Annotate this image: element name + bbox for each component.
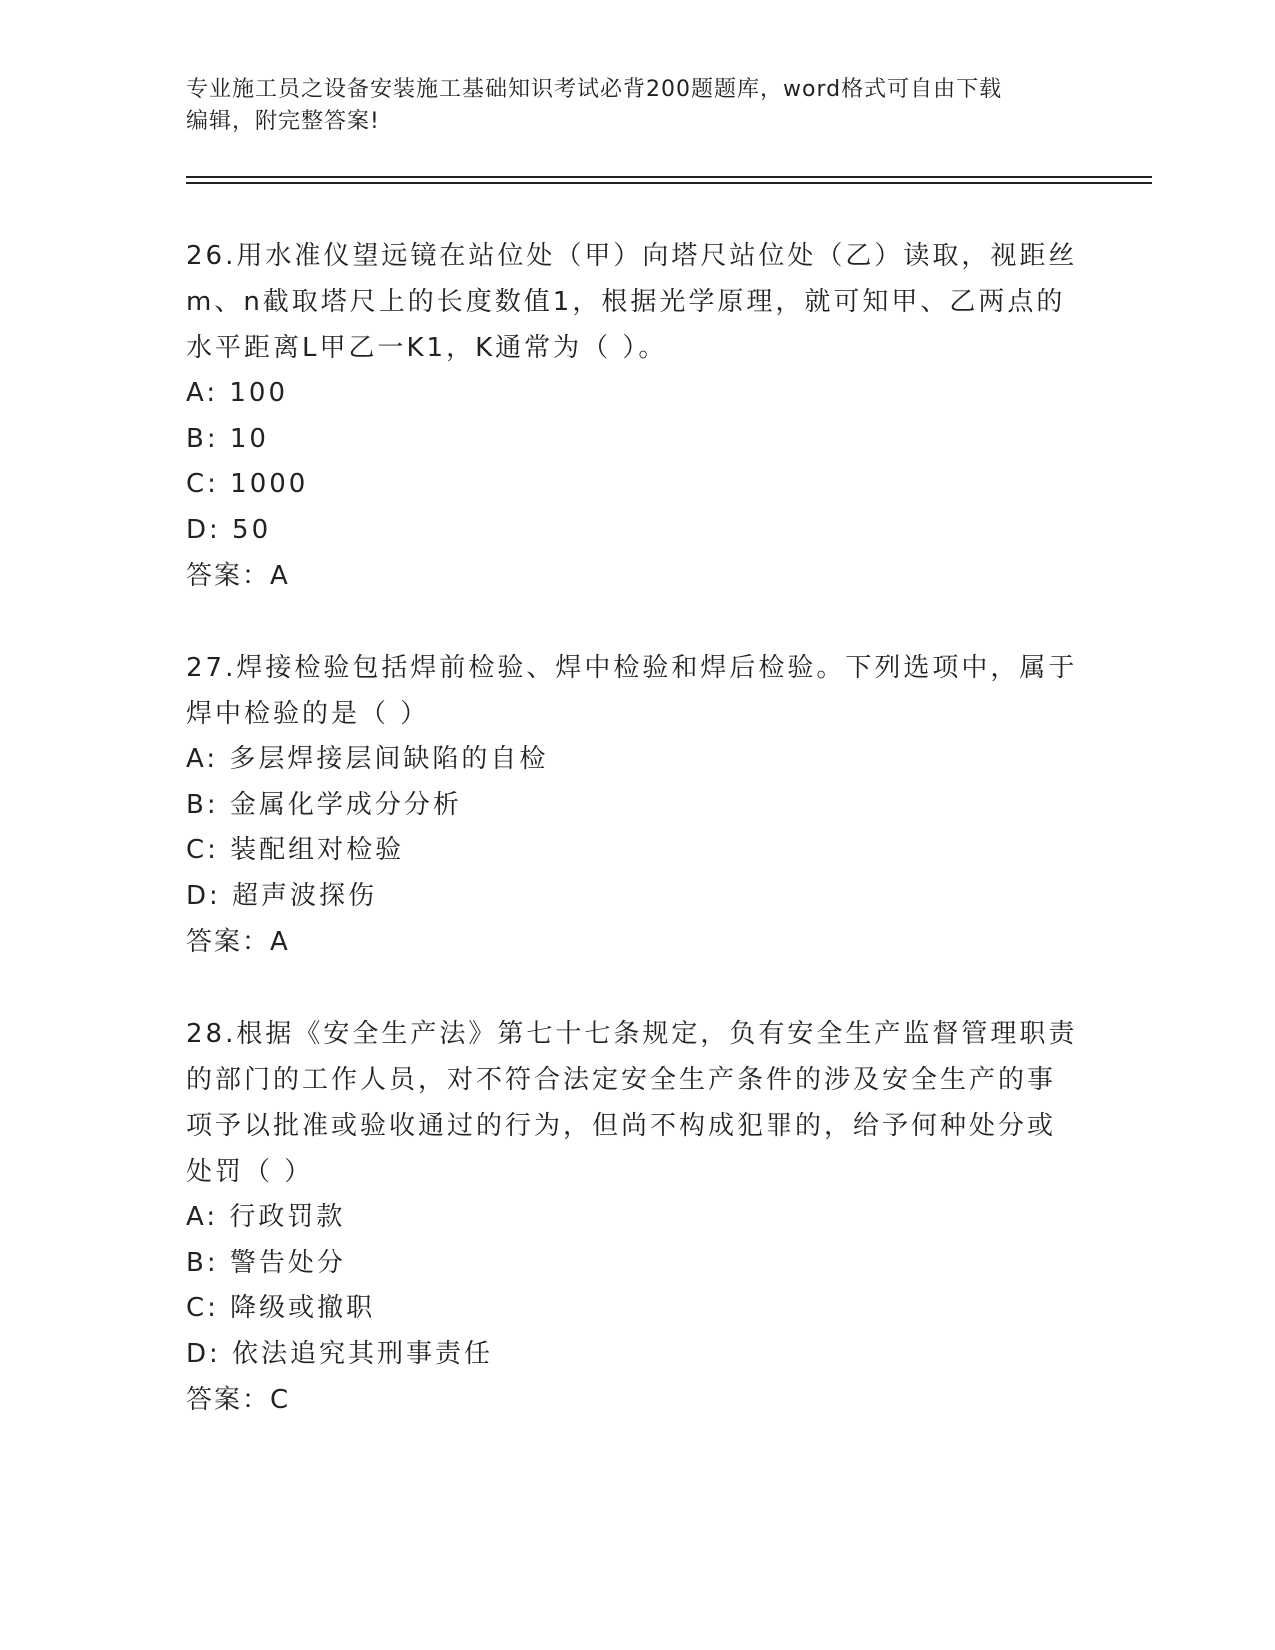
question-stem-line: 水平距离L甲乙一K1，K通常为（ ）。: [186, 333, 668, 363]
header-title-line-1: 专业施工员之设备安装施工基础知识考试必背200题题库，word格式可自由下载: [186, 77, 1003, 102]
question-28: [186, 1011, 1086, 1423]
option-c: C: 降级或撤职: [186, 1293, 376, 1323]
question-26: [186, 233, 1086, 599]
option-d: D: 依法追究其刑事责任: [186, 1338, 494, 1369]
question-stem-line: 27.焊接检验包括焊前检验、焊中检验和焊后检验。下列选项中，属于: [186, 653, 1078, 683]
option-b: B: 金属化学成分分析: [186, 789, 462, 820]
option-a: A: 多层焊接层间缺陷的自检: [186, 744, 549, 774]
header-divider-top: [186, 176, 1152, 178]
question-stem-line: 26.用水准仪望远镜在站位处（甲）向塔尺站位处（乙）读取，视距丝: [186, 241, 1078, 271]
option-a: A: 100: [186, 378, 288, 408]
option-c: C: 1000: [186, 469, 309, 499]
header-title-line-2: 编辑，附完整答案!: [186, 109, 380, 134]
question-stem-line: 处罚（ ）: [186, 1157, 314, 1187]
document-header: [186, 74, 1086, 138]
option-b: B: 警告处分: [186, 1247, 346, 1278]
option-b: B: 10: [186, 423, 269, 454]
question-stem-line: 项予以批准或验收通过的行为，但尚不构成犯罪的，给予何种处分或: [186, 1111, 1057, 1141]
option-d: D: 超声波探伤: [186, 880, 378, 911]
answer-line: 答案：A: [186, 561, 290, 591]
option-d: D: 50: [186, 514, 272, 545]
question-stem-line: 的部门的工作人员，对不符合法定安全生产条件的涉及安全生产的事: [186, 1065, 1057, 1095]
answer-line: 答案：A: [186, 927, 290, 957]
option-a: A: 行政罚款: [186, 1202, 346, 1232]
question-stem-line: m、n截取塔尺上的长度数值1，根据光学原理，就可知甲、乙两点的: [186, 287, 1066, 317]
question-stem-line: 28.根据《安全生产法》第七十七条规定，负有安全生产监督管理职责: [186, 1019, 1078, 1049]
answer-line: 答案：C: [186, 1385, 291, 1415]
question-stem-line: 焊中检验的是（ ）: [186, 699, 430, 729]
header-divider-bottom: [186, 182, 1152, 184]
option-c: C: 装配组对检验: [186, 835, 405, 865]
question-27: [186, 645, 1086, 965]
